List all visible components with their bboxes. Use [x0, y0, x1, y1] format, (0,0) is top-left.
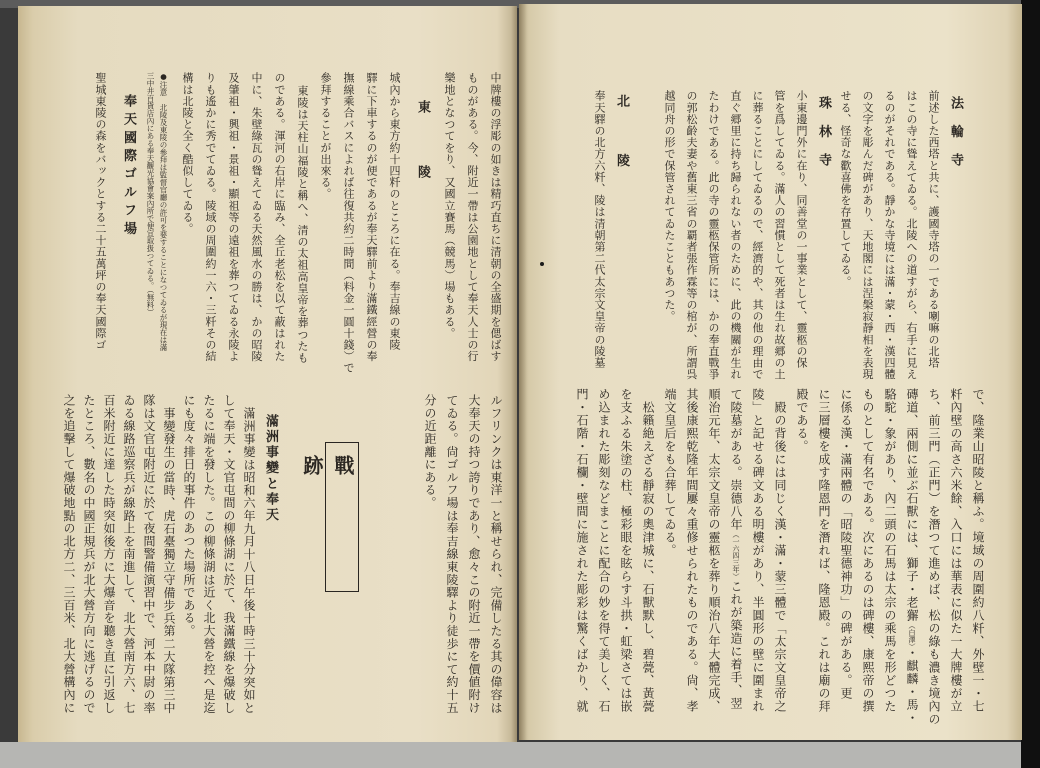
text-column: はこの寺に聳えてゐる。北陵への道すがら、右手に見え: [905, 90, 918, 380]
section-box-senseki: 戰跡: [325, 442, 359, 592]
text-column: に三層樓を成す隆恩門を潛れば、隆恩殿。これは廟の拜: [817, 388, 831, 713]
heading-hokuryo: 北陵: [614, 94, 629, 214]
text-column: 直ぐ郷里に持ち歸られない者のために、此の機關が生れ: [729, 90, 742, 380]
text-column: 中に、朱壁綠瓦の聳えてゐる天然風水の勝は、かの昭陵: [250, 72, 263, 362]
text-column: 奉天驛の北方六粁、陵は清朝第二代太宗文皇帝の陵墓: [593, 90, 606, 369]
scanner-bottom-edge: [0, 742, 1040, 768]
text-column: 及肇祖・興祖・景祖・顯祖等の遠祖を葬つてゐる永陵よ: [227, 72, 240, 362]
page-left: [18, 6, 517, 742]
text-column: りも遙かに秀でてゐる。陵域の周圍約一六・三粁その結: [204, 72, 217, 362]
left-lower-manshu-text: [59, 394, 281, 724]
page-fold-shadow: [511, 6, 517, 742]
text-column: 構は北陵と全く酷似してゐる。: [181, 72, 194, 235]
text-column: の郭松齡夫妻や舊東三省の覇者張作霖等の棺が、所謂呉: [685, 90, 698, 380]
heading-golf-course: 奉天國際ゴルフ場: [121, 94, 136, 240]
right-upper-text: [588, 90, 966, 390]
heading-shurinji: 珠林寺: [816, 96, 831, 182]
text-column: たわけである。此の寺の靈柩保管所には、かの奉直戰爭: [707, 90, 720, 380]
text-column: [725, 388, 747, 733]
text-run: て陵墓がある。崇德八年: [729, 388, 743, 531]
text-column: 殿の背後には同じく漢・滿・蒙三體で「太宗文皇帝之: [773, 401, 787, 713]
notice-column: 三中井百貨店內にある奉天觀光協會案內所で便宜取扱つてゐる。（無料）: [146, 72, 155, 316]
text-column: 前述した西塔と共に、護國寺塔の一である喇嘛の北塔: [927, 90, 940, 369]
text-column: 東陵は天柱山福陵と稱へ、清の太祖高皇帝を葬つたも: [296, 85, 309, 364]
text-column: して奉天・文官屯間の柳條湖に於て、我滿鐵線を爆破し: [222, 394, 236, 714]
text-column: 滿洲事變は昭和六年九月十八日午後十時三十分突如と: [242, 407, 256, 715]
text-column: にも度々排日的事件のあつた場所である。: [182, 394, 196, 638]
text-column: たるに端を發した。この柳條湖は近く北大營を控へ是迄: [202, 394, 216, 714]
text-column: たところ、數名の中國正規兵が北大營方向に逃げるので: [82, 394, 96, 714]
text-annotation: （一六四三年）: [732, 531, 740, 580]
notice-column: ●注意 北陵及東陵の參拜は監督官廳の許可を要することになつてゐるが現在は滿: [159, 72, 168, 351]
text-column: ゐる線路巡察兵が線路上を南進して、北大營南方六、七: [122, 394, 136, 714]
text-column: 之を追撃して爆破地點の北方二、三百米、北大營構內に: [62, 394, 76, 714]
text-column: 陵」と記せる碑文ある明樓があり、半圓形の壁に圍まれ: [751, 388, 765, 713]
text-column: に葬ることにしてゐるので、經濟的や、其の他の理由で: [751, 90, 764, 380]
page-right: [519, 4, 1022, 740]
left-upper-text: [89, 72, 507, 384]
page-fold-shadow: [519, 4, 527, 740]
text-column: 管を爲してゐる。滿人の習慣として死者は生れ故郷の土: [773, 90, 786, 380]
text-column: 粁內壁の高さ六米餘、入口には華表に似た一大牌樓が立: [949, 388, 963, 713]
text-column: 松籟絶えざる靜寂の奧津城に、石獸默し、碧甍、黃甍: [641, 401, 655, 713]
text-column: 門・石階・石欄・壁間に施された彫彩は驚くばかり、就: [575, 388, 589, 713]
text-column: ものがある。今、附近一帶は公園地として奉天人士の行: [466, 72, 479, 362]
text-column: せる、怪奇な歡喜佛を存置してゐる。: [839, 90, 852, 288]
text-column: 事變發生の當時、虎石臺獨立守備步兵第二大隊第三中: [162, 407, 176, 715]
text-run: 磚道、兩側に並ぶ石獸には、獅子・老獬: [905, 388, 919, 622]
text-column: [901, 388, 923, 733]
text-column: ルフリンクは東洋一と稱せられ、完備したる其の偉容は: [489, 394, 503, 714]
text-column: 小東邊門外に在り、同善堂の一事業として、靈柩の保: [795, 90, 808, 369]
text-column: 樂地となつてをり、又國立賽馬（競馬）場もある。: [443, 72, 456, 339]
text-run: ・麒麟・馬・: [905, 646, 919, 725]
text-column: ち、前三門（正門）を潛つて進めば、松の綠も濃き境內の: [927, 388, 941, 726]
text-column: 參拜することが出來る。: [319, 72, 332, 200]
text-column: 驛に下車するのが便であるが奉天驛前より滿鐵經營の奉: [365, 72, 378, 362]
heading-manshu-incident: 滿洲事變と奉天: [263, 414, 278, 524]
text-column: の文字を彫んだ碑があり、天地閣には涅槃寂靜相を表現: [861, 90, 874, 380]
text-column: 殿である。: [795, 388, 809, 453]
heading-toryo: 東陵: [415, 100, 430, 230]
text-column: 端文皇后をも合葬してゐる。: [663, 388, 677, 557]
text-column: 大奉天の持つ誇りであり、愈々この附近一帶を價値附け: [467, 394, 481, 714]
left-lower-golf-text: [419, 394, 507, 724]
text-column: 順治元年、太宗文皇帝の靈柩を葬り順治八年大體完成、: [707, 388, 721, 713]
text-column: 城內から東方約十四粁のところに在る。奉吉線の東陵: [388, 72, 401, 351]
text-column: に係る漢・滿兩體の「昭陵聖德神功」の碑がある。更: [839, 388, 853, 700]
text-column: を支ふる朱塗の柱、極彩眼を眩らす斗拱・虹梁さては嵌: [619, 388, 633, 713]
text-annotation: （白澤）: [908, 622, 916, 647]
right-lower-text: [571, 388, 989, 733]
heading-horinji: 法輪寺: [948, 96, 963, 182]
text-column: てゐる。尙ゴルフ場は奉吉線東陵驛より徒歩にて約十五: [445, 394, 459, 714]
text-column: 分の近距離にある。: [423, 394, 437, 510]
text-column: 駱駝・象があり、內二頭の石馬は太宗の乘馬を形どつた: [883, 388, 897, 713]
text-column: で、隆業山昭陵と稱ふ。境域の周圍約八粁、外壁一・七: [971, 388, 985, 713]
text-run: これが築造に着手、翌: [729, 580, 743, 710]
scanner-right-edge: [1021, 0, 1040, 768]
text-column: 百米附近に達した時突如後方に大爆音を聽き直に引返し: [102, 394, 116, 714]
text-column: るのがそれである。靜かな寺境には滿・蒙・西・漢四體: [883, 90, 896, 380]
text-column: 隊は文官屯附近に於て夜間警備演習中で、河本中尉の率: [142, 394, 156, 714]
text-column: 撫線乘合バスによれば往復共約二時間（料金一圓十錢）で: [342, 72, 355, 374]
text-column: め込まれた彫刻などまことに配合の妙を得て美しく、石: [597, 388, 611, 713]
text-column: 聖城東陵の森をバックとする二十五萬坪の奉天國際ゴ: [94, 72, 107, 351]
text-column: 其後康熙乾隆年間屢々重修せられたものである。尙、孝: [685, 388, 699, 713]
text-column: 越同舟の形で保管されてゐたこともあつた。: [663, 90, 676, 322]
text-column: のである。渾河の右岸に臨み、全丘老松を以て蔽はれた: [273, 72, 286, 362]
text-column: 中牌樓の浮彫の如きは精巧直ちに清朝の全盛期を偲ばす: [489, 72, 502, 362]
text-column: ものとして有名である。次にあるのは碑樓、康熙帝の撰: [861, 388, 875, 713]
ink-speck: [540, 262, 544, 266]
